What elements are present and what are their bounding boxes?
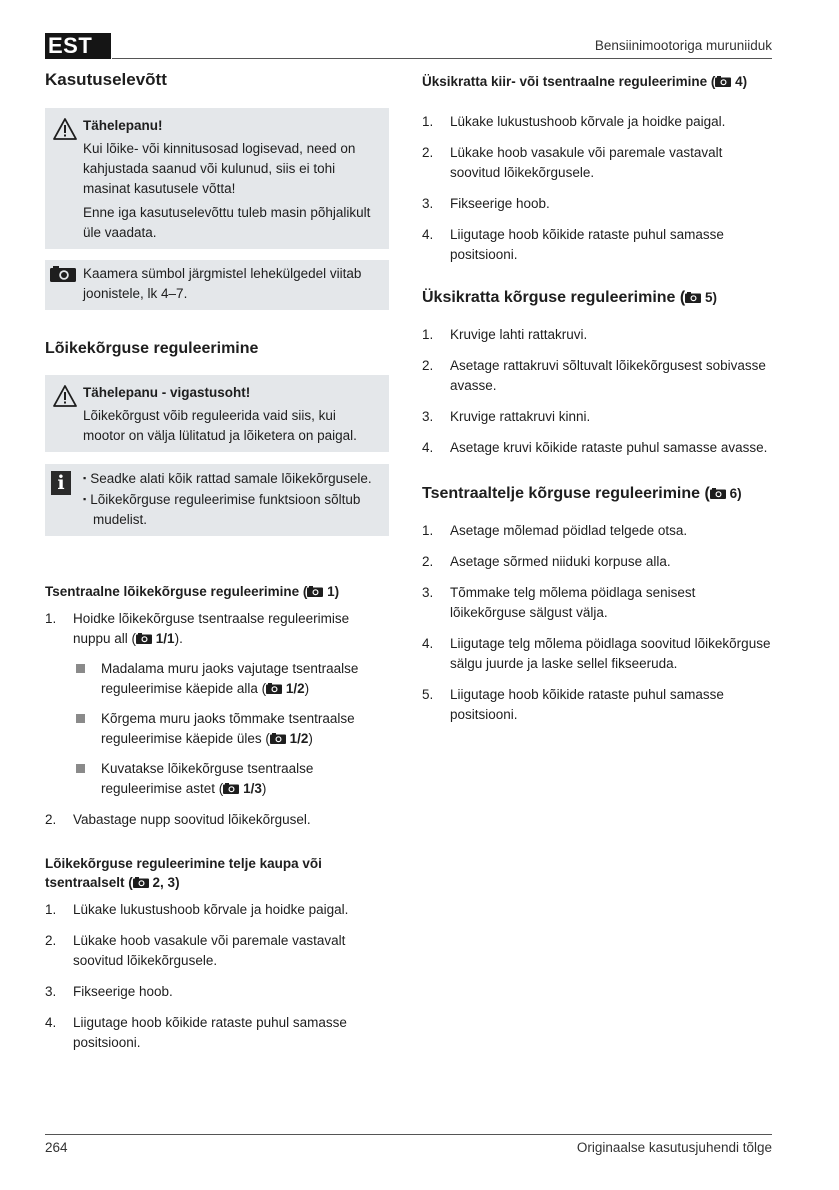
camera-note-box [45, 260, 389, 310]
left-column [45, 70, 389, 1064]
central-axle-steps [422, 521, 772, 725]
section-title-commissioning: Kasutuselevõtt [45, 70, 167, 89]
section-title-central-axle: Tsentraaltelje kõrguse reguleerimine ( 6) [422, 485, 742, 502]
info-item: ▪ Lõikekõrguse reguleerimise funktsioon sõltub mudelist. [83, 489, 381, 530]
camera-icon [307, 586, 323, 597]
warning-triangle-icon [53, 118, 77, 140]
subsection-title-axle: Lõikekõrguse reguleerimine telje kaupa või tsentraalselt ( 2, 3) [45, 856, 322, 890]
square-bullet-icon [76, 714, 85, 723]
warning-triangle-icon [53, 385, 77, 407]
language-badge: EST [45, 33, 111, 59]
square-bullet-icon [76, 764, 85, 773]
camera-icon [266, 683, 282, 694]
list-item: 3. Fikseerige hoob. [45, 984, 173, 999]
list-item: 1. Lükake lukustushoob kõrvale ja hoidke paigal. [45, 902, 349, 917]
warning-text: Lõikekõrgust võib reguleerida vaid siis, kui mootor on välja lülitatud ja lõiketera on paigal. [83, 408, 357, 443]
list-item: Kõrgema muru jaoks tõmmake tsentraalse reguleerimise käepide üles ( 1/2) [73, 709, 389, 749]
list-item: 1. Asetage mõlemad pöidlad telgede otsa. [422, 523, 688, 538]
subsection-title-single-wheel: Üksikratta kiir- või tsentraalne reguleerimine ( 4) [422, 74, 748, 89]
list-item: 2. Asetage sõrmed niiduki korpuse alla. [422, 554, 671, 569]
single-height-steps [422, 325, 772, 458]
section-title-cutting-height: Lõikekõrguse reguleerimine [45, 340, 259, 357]
info-icon: i [51, 471, 71, 495]
list-item: 5. Liigutage hoob kõikide rataste puhul samasse positsiooni. [422, 687, 724, 722]
list-item: 1. Lükake lukustushoob kõrvale ja hoidke paigal. [422, 114, 726, 129]
header-title: Bensiinimootoriga muruniiduk [594, 38, 772, 53]
list-item: 4. Liigutage hoob kõikide rataste puhul samasse positsiooni. [45, 1015, 347, 1050]
section-title-single-height: Üksikratta kõrguse reguleerimine ( 5) [422, 289, 717, 306]
camera-icon [710, 488, 726, 499]
page-number: 264 [45, 1140, 68, 1155]
list-item: 2. Lükake hoob vasakule või paremale vastavalt soovitud lõikekõrgusele. [45, 933, 346, 968]
header-rule [112, 58, 772, 59]
warning-text: Enne iga kasutuselevõttu tuleb masin põhjalikult üle vaadata. [83, 205, 371, 240]
axle-steps [45, 900, 389, 1053]
warning-title: Tähelepanu - vigastusoht! [83, 385, 251, 400]
list-item: 1. Kruvige lahti rattakruvi. [422, 327, 588, 342]
warning-box-commissioning [45, 108, 389, 249]
info-item: ▪ Seadke alati kõik rattad samale lõikekõrgusele. [83, 468, 381, 489]
list-item: 4. Liigutage hoob kõikide rataste puhul samasse positsiooni. [422, 227, 724, 262]
list-item: 2. Lükake hoob vasakule või paremale vastavalt soovitud lõikekõrgusele. [422, 145, 723, 180]
list-item: 2. Vabastage nupp soovitud lõikekõrgusel. [45, 812, 311, 827]
camera-icon [270, 733, 286, 744]
central-steps [45, 609, 389, 830]
right-column [422, 70, 772, 736]
camera-icon [715, 76, 731, 87]
footer-text: Originaalse kasutusjuhendi tõlge [576, 1140, 772, 1155]
subsection-title-central: Tsentraalne lõikekõrguse reguleerimine ( 1) [45, 584, 340, 599]
camera-icon [133, 877, 149, 888]
list-item: 3. Kruvige rattakruvi kinni. [422, 409, 591, 424]
camera-icon [50, 266, 76, 282]
camera-icon [136, 633, 152, 644]
info-box [45, 464, 389, 536]
warning-box-injury [45, 375, 389, 452]
list-item: Kuvatakse lõikekõrguse tsentraalse reguleerimise astet ( 1/3) [73, 759, 389, 799]
camera-note-text: Kaamera sümbol järgmistel lehekülgedel viitab joonistele, lk 4–7. [83, 266, 362, 301]
list-item: 3. Fikseerige hoob. [422, 196, 550, 211]
warning-title: Tähelepanu! [83, 118, 163, 133]
square-bullet-icon [76, 664, 85, 673]
camera-icon [685, 292, 701, 303]
list-item: 1. Hoidke lõikekõrguse tsentraalse reguleerimise nuppu all ( 1/1). Madalama muru jaoks vajutage tsentraalse reguleerimise käepide alla ( 1/2) Kõrgema muru jaoks tõmmake tsentraalse reguleerimise käepide üles ( 1/2) Kuvatakse lõikekõrguse tsentraalse reguleerimise astet ( 1/3) [45, 609, 389, 799]
camera-icon [223, 783, 239, 794]
single-wheel-steps [422, 112, 772, 265]
list-item: 3. Tõmmake telg mõlema pöidlaga senisest lõikekõrguse sälgust välja. [422, 585, 696, 620]
list-item: Madalama muru jaoks vajutage tsentraalse reguleerimise käepide alla ( 1/2) [73, 659, 389, 699]
list-item: 2. Asetage rattakruvi sõltuvalt lõikekõrgusest sobivasse avasse. [422, 358, 766, 393]
footer-rule [45, 1134, 772, 1135]
warning-text: Kui lõike- või kinnitusosad logisevad, need on kahjustada saanud või kulunud, siis ei tohi masinat kasutusele võtta! [83, 141, 356, 196]
list-item: 4. Liigutage telg mõlema pöidlaga soovitud lõikekõrguse sälgu juurde ja laske sellel fikseeruda. [422, 636, 771, 671]
list-item: 4. Asetage kruvi kõikide rataste puhul samasse avasse. [422, 440, 768, 455]
